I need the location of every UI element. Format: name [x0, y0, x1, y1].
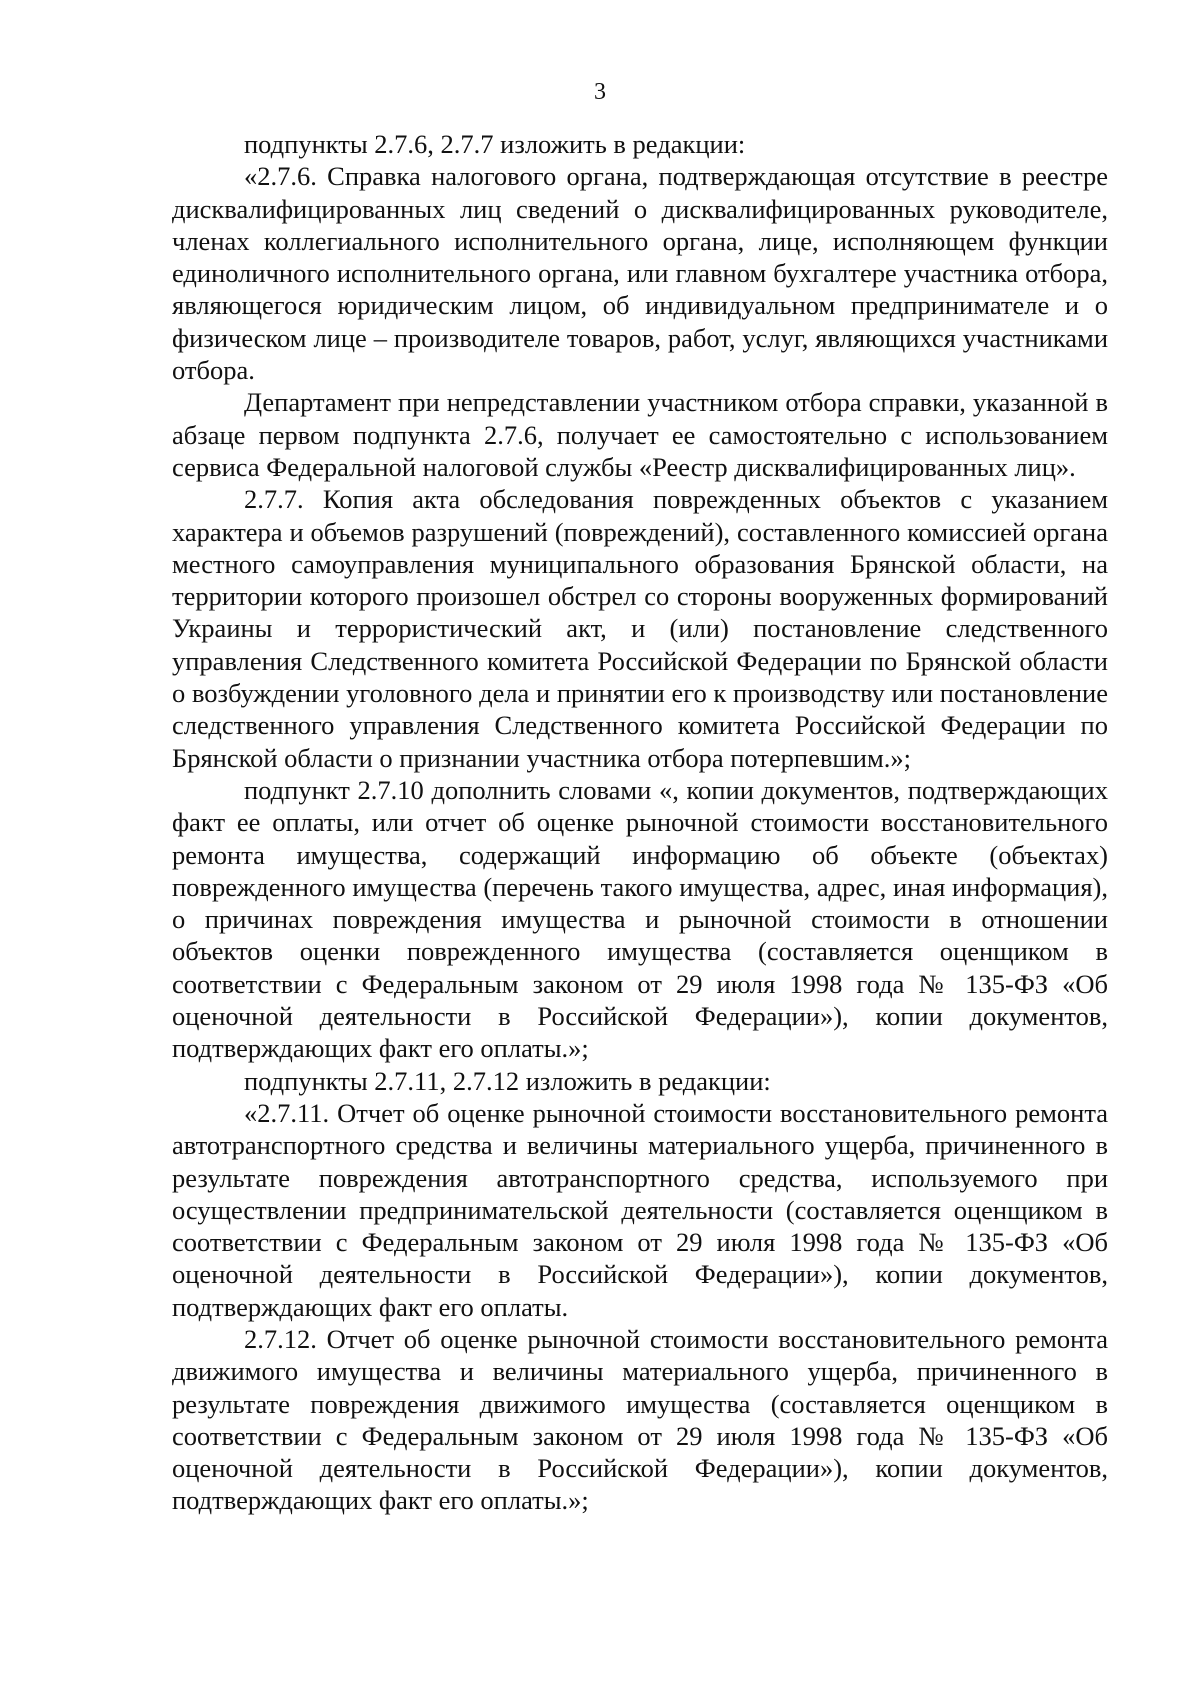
paragraph-2-7-11-vehicle-report: «2.7.11. Отчет об оценке рыночной стоимости восстановительного ремонта автотранспортного средства и величины материального ущерба, причиненного в результате повреждения автотранспортного средства, используемого при осуществлении предпринимательской деятельности (составляется оценщиком в соответствии с Федеральным законом от 29 июля 1998 года № 135-ФЗ «Об оценочной деятельности в Российской Федерации»), копии документов, подтверждающих факт его оплаты.: [172, 1097, 1108, 1322]
document-body: [172, 128, 1108, 1517]
paragraph-2-7-10-addition: подпункт 2.7.10 дополнить словами «, копии документов, подтверждающих факт ее оплаты, или отчет об оценке рыночной стоимости восстановительного ремонта имущества, содержащий информацию об объекте (объектах) поврежденного имущества (перечень такого имущества, адрес, иная информация), о причинах повреждения имущества и рыночной стоимости в отношении объектов оценки поврежденного имущества (составляется оценщиком в соответствии с Федеральным законом от 29 июля 1998 года № 135-ФЗ «Об оценочной деятельности в Российской Федерации»), копии документов, подтверждающих факт его оплаты.»;: [172, 774, 1108, 1064]
page-number: 3: [594, 79, 606, 105]
paragraph-2-7-7-inspection-act: 2.7.7. Копия акта обследования поврежденных объектов с указанием характера и объемов разрушений (повреждений), составленного комиссией органа местного самоуправления муниципального образования Брянской области, на территории которого произошел обстрел со стороны вооруженных формирований Украины и террористический акт, и (или) постановление следственного управления Следственного комитета Российской Федерации по Брянской области о возбуждении уголовного дела и принятии его к производству или постановление следственного управления Следственного комитета Российской Федерации по Брянской области о признании участника отбора потерпевшим.»;: [172, 484, 1108, 773]
paragraph-department-request: Департамент при непредставлении участником отбора справки, указанной в абзаце первом подпункта 2.7.6, получает ее самостоятельно с использованием сервиса Федеральной налоговой службы «Реестр дисквалифицированных лиц».: [172, 387, 1108, 482]
paragraph-amend-2-7-6-2-7-7-intro: подпункты 2.7.6, 2.7.7 изложить в редакции:: [244, 129, 746, 159]
paragraph-2-7-12-property-report: 2.7.12. Отчет об оценке рыночной стоимости восстановительного ремонта движимого имущества и величины материального ущерба, причиненного в результате повреждения движимого имущества (составляется оценщиком в соответствии с Федеральным законом от 29 июля 1998 года № 135-ФЗ «Об оценочной деятельности в Российской Федерации»), копии документов, подтверждающих факт его оплаты.»;: [172, 1323, 1108, 1516]
paragraph-2-7-6-tax-certificate: «2.7.6. Справка налогового органа, подтверждающая отсутствие в реестре дисквалифицированных лиц сведений о дисквалифицированных руководителе, членах коллегиального исполнительного органа, лице, исполняющем функции единоличного исполнительного органа, или главном бухгалтере участника отбора, являющегося юридическим лицом, об индивидуальном предпринимателе и о физическом лице – производителе товаров, работ, услуг, являющихся участниками отбора.: [172, 161, 1108, 386]
paragraph-amend-2-7-11-2-7-12-intro: подпункты 2.7.11, 2.7.12 изложить в редакции:: [244, 1065, 771, 1096]
